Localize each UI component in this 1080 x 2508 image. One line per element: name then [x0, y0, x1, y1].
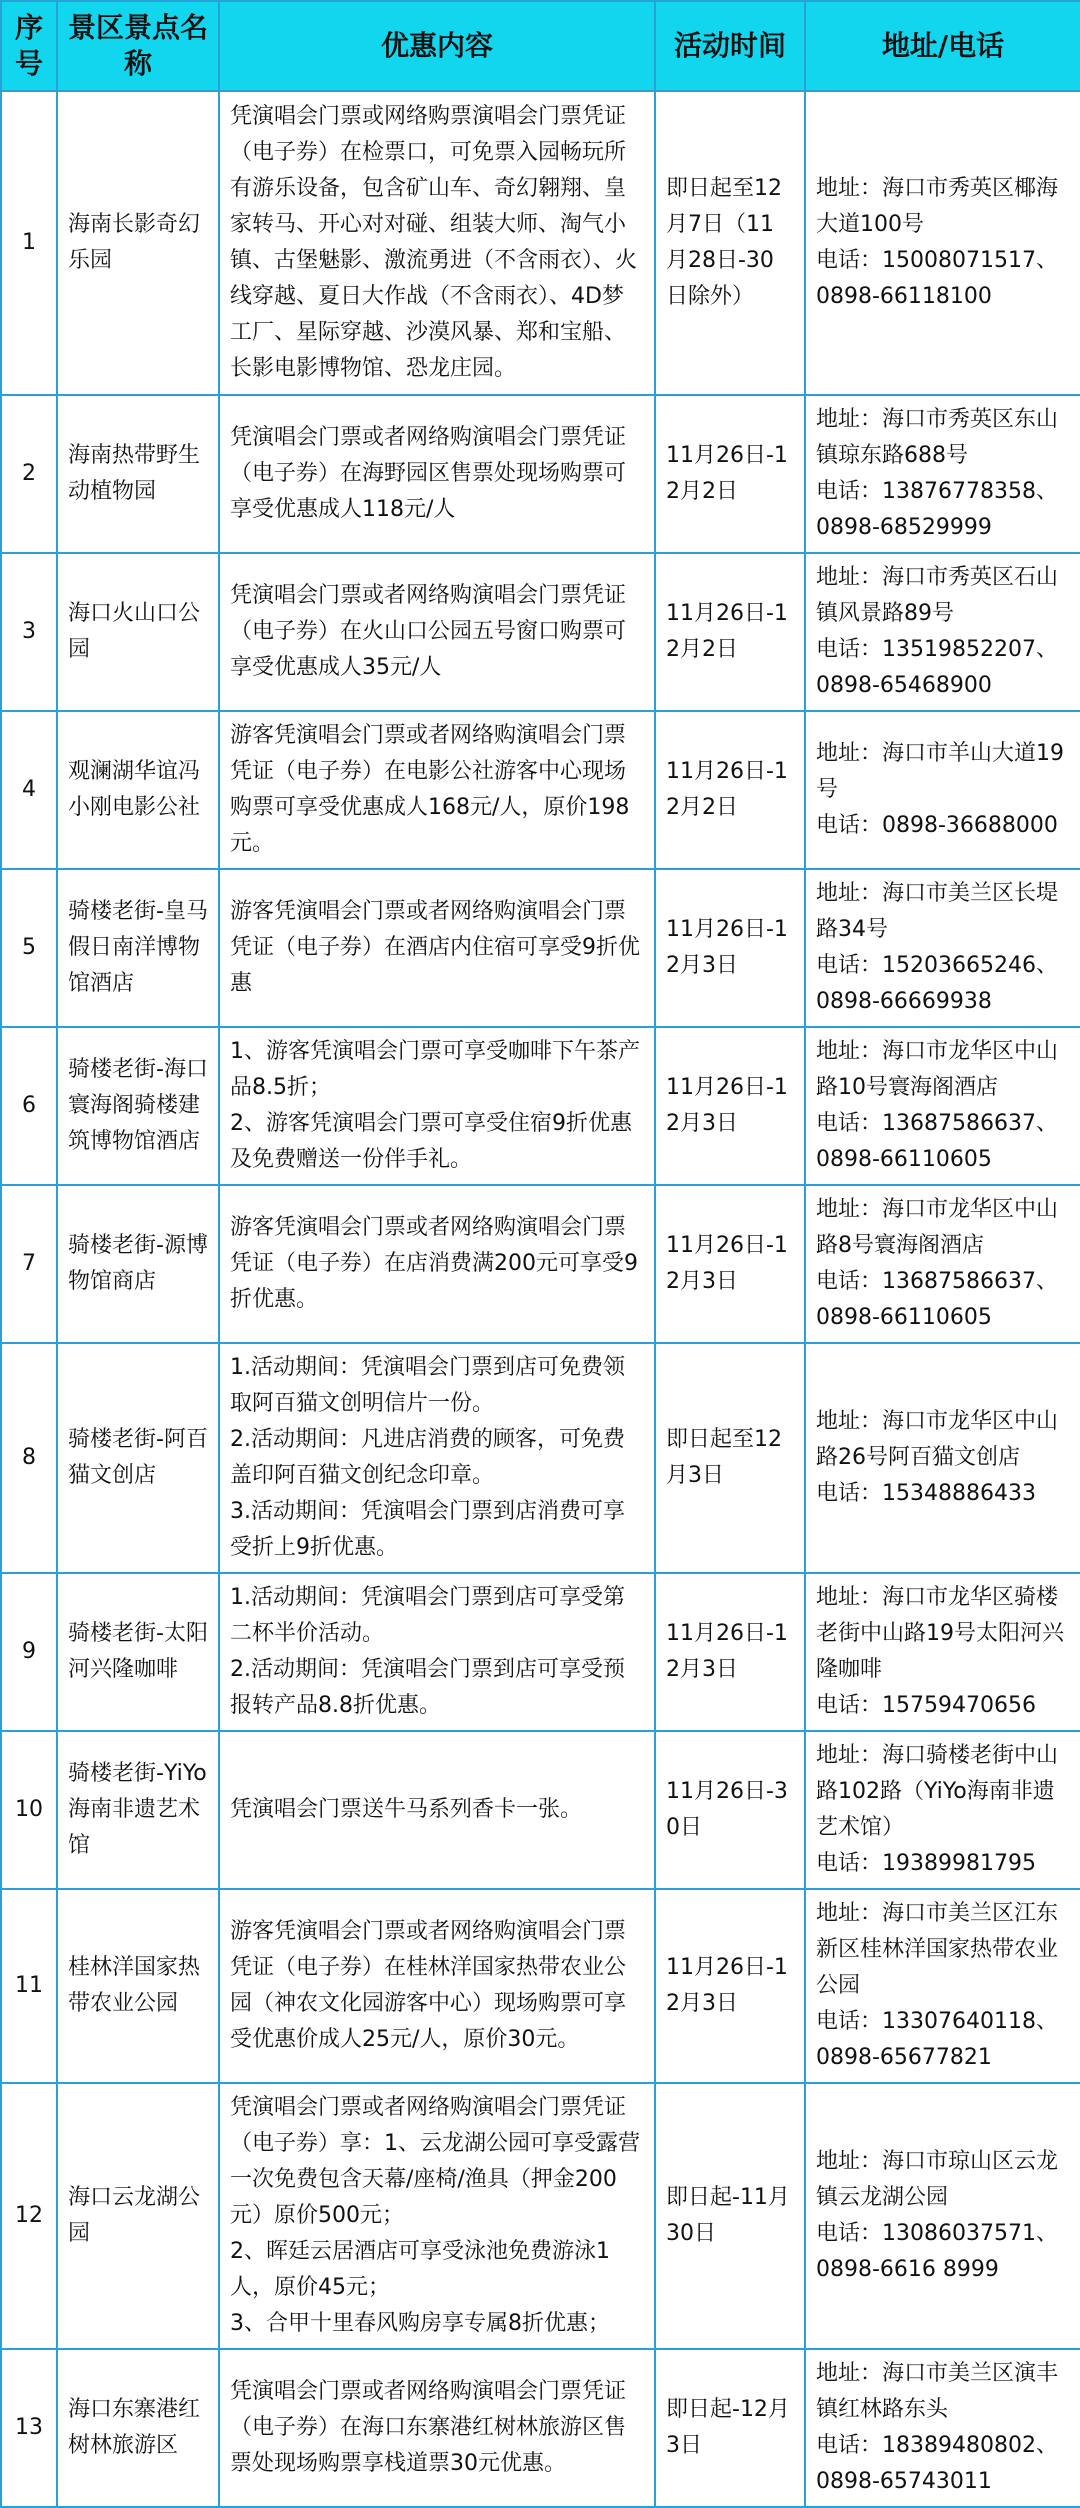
phone-text: 电话：13876778358、0898-68529999: [816, 479, 1058, 540]
row-number: 8: [1, 1343, 57, 1573]
row-number: 6: [1, 1027, 57, 1185]
row-number: 5: [1, 869, 57, 1027]
phone-text: 电话：19389981795: [816, 1851, 1036, 1876]
offer-content: 游客凭演唱会门票或者网络购演唱会门票凭证（电子券）在店消费满200元可享受9折优惠。: [219, 1185, 655, 1343]
scenic-spot-name: 骑楼老街-YiYo海南非遗艺术馆: [57, 1731, 219, 1889]
table-row: [1, 91, 1080, 395]
phone-text: 电话：13687586637、0898-66110605: [816, 1111, 1058, 1172]
row-number: 9: [1, 1573, 57, 1731]
phone-text: 电话：13307640118、0898-65677821: [816, 2009, 1058, 2070]
offer-content: 游客凭演唱会门票或者网络购演唱会门票凭证（电子券）在桂林洋国家热带农业公园（神农文化园游客中心）现场购票可享受优惠价成人25元/人，原价30元。: [219, 1889, 655, 2083]
address-phone-cell: [805, 395, 1080, 553]
scenic-spot-name: 骑楼老街-源博物馆商店: [57, 1185, 219, 1343]
address-text: 地址：海口市龙华区中山路8号寰海阁酒店: [816, 1197, 1059, 1258]
scenic-spot-name: 骑楼老街-太阳河兴隆咖啡: [57, 1573, 219, 1731]
address-phone-cell: [805, 553, 1080, 711]
table-row: [1, 1731, 1080, 1889]
address-phone-cell: [805, 1343, 1080, 1573]
phone-text: 电话：13519852207、0898-65468900: [816, 637, 1058, 698]
address-phone-cell: [805, 2349, 1080, 2507]
address-text: 地址：海口市秀英区椰海大道100号: [816, 176, 1059, 237]
activity-time: 11月26日-12月2日: [655, 395, 805, 553]
offer-content: 1、游客凭演唱会门票可享受咖啡下午茶产品8.5折； 2、游客凭演唱会门票可享受住宿9折优惠及免费赠送一份伴手礼。: [219, 1027, 655, 1185]
scenic-spot-name: 骑楼老街-海口寰海阁骑楼建筑博物馆酒店: [57, 1027, 219, 1185]
address-phone-cell: [805, 1185, 1080, 1343]
phone-text: 电话：15759470656: [816, 1693, 1036, 1718]
scenic-spot-name: 海南长影奇幻乐园: [57, 91, 219, 395]
header-row: [1, 1, 1080, 91]
phone-text: 电话：0898-36688000: [816, 813, 1058, 838]
scenic-spot-name: 海口东寨港红树林旅游区: [57, 2349, 219, 2507]
table-row: [1, 2349, 1080, 2507]
table-row: [1, 2083, 1080, 2349]
address-text: 地址：海口市秀英区东山镇琼东路688号: [816, 407, 1059, 468]
address-phone-cell: [805, 91, 1080, 395]
address-phone-cell: [805, 1889, 1080, 2083]
activity-time: 11月26日-12月3日: [655, 1185, 805, 1343]
address-text: 地址：海口市龙华区中山路10号寰海阁酒店: [816, 1039, 1059, 1100]
offer-content: 凭演唱会门票送牛马系列香卡一张。: [219, 1731, 655, 1889]
scenic-spot-name: 海南热带野生动植物园: [57, 395, 219, 553]
table-row: [1, 1027, 1080, 1185]
scenic-spot-name: 海口云龙湖公园: [57, 2083, 219, 2349]
row-number: 4: [1, 711, 57, 869]
table-row: [1, 1343, 1080, 1573]
row-number: 7: [1, 1185, 57, 1343]
offer-content: 1.活动期间：凭演唱会门票到店可免费领取阿百猫文创明信片一份。 2.活动期间：凡进店消费的顾客，可免费盖印阿百猫文创纪念印章。 3.活动期间：凭演唱会门票到店消费可享受折上9折优惠。: [219, 1343, 655, 1573]
activity-time: 11月26日-30日: [655, 1731, 805, 1889]
table-row: [1, 1185, 1080, 1343]
table-row: [1, 869, 1080, 1027]
row-number: 11: [1, 1889, 57, 2083]
scenic-spot-name: 观澜湖华谊冯小刚电影公社: [57, 711, 219, 869]
row-number: 1: [1, 91, 57, 395]
header-no: 序号: [1, 1, 57, 91]
scenic-spot-name: 骑楼老街-阿百猫文创店: [57, 1343, 219, 1573]
address-text: 地址：海口市龙华区中山路26号阿百猫文创店: [816, 1409, 1059, 1470]
row-number: 2: [1, 395, 57, 553]
table-row: [1, 711, 1080, 869]
address-text: 地址：海口市琼山区云龙镇云龙湖公园: [816, 2149, 1059, 2210]
activity-time: 11月26日-12月3日: [655, 869, 805, 1027]
address-text: 地址：海口市龙华区骑楼老街中山路19号太阳河兴隆咖啡: [816, 1585, 1064, 1682]
row-number: 12: [1, 2083, 57, 2349]
address-text: 地址：海口骑楼老街中山路102路（YiYo海南非遗艺术馆）: [816, 1743, 1059, 1840]
address-phone-cell: [805, 1731, 1080, 1889]
activity-time: 即日起至12月3日: [655, 1343, 805, 1573]
address-text: 地址：海口市美兰区江东新区桂林洋国家热带农业公园: [816, 1901, 1059, 1998]
offer-content: 凭演唱会门票或者网络购演唱会门票凭证（电子券）在海口东寨港红树林旅游区售票处现场购票享栈道票30元优惠。: [219, 2349, 655, 2507]
table-row: [1, 553, 1080, 711]
phone-text: 电话：15203665246、0898-66669938: [816, 953, 1058, 1014]
address-text: 地址：海口市美兰区长堤路34号: [816, 881, 1059, 942]
activity-time: 即日起至12月7日（11月28日-30日除外）: [655, 91, 805, 395]
header-address: 地址/电话: [805, 1, 1080, 91]
header-name: 景区景点名称: [57, 1, 219, 91]
activity-time: 11月26日-12月3日: [655, 1889, 805, 2083]
table-row: [1, 1573, 1080, 1731]
header-offer: 优惠内容: [219, 1, 655, 91]
address-phone-cell: [805, 711, 1080, 869]
phone-text: 电话：13086037571、0898-6616 8999: [816, 2221, 1058, 2282]
activity-time: 即日起-11月30日: [655, 2083, 805, 2349]
activity-time: 11月26日-12月3日: [655, 1027, 805, 1185]
table-row: [1, 395, 1080, 553]
address-phone-cell: [805, 1573, 1080, 1731]
table-body: [1, 91, 1080, 2507]
address-text: 地址：海口市秀英区石山镇风景路89号: [816, 565, 1059, 626]
activity-time: 11月26日-12月3日: [655, 1573, 805, 1731]
row-number: 3: [1, 553, 57, 711]
activity-time: 即日起-12月3日: [655, 2349, 805, 2507]
phone-text: 电话：15348886433: [816, 1481, 1036, 1506]
address-text: 地址：海口市美兰区演丰镇红林路东头: [816, 2361, 1059, 2422]
address-phone-cell: [805, 2083, 1080, 2349]
offer-content: 游客凭演唱会门票或者网络购演唱会门票凭证（电子券）在电影公社游客中心现场购票可享受优惠成人168元/人，原价198元。: [219, 711, 655, 869]
scenic-spot-name: 海口火山口公园: [57, 553, 219, 711]
phone-text: 电话：15008071517、0898-66118100: [816, 248, 1058, 309]
address-phone-cell: [805, 869, 1080, 1027]
offer-content: 凭演唱会门票或者网络购演唱会门票凭证（电子券）在海野园区售票处现场购票可享受优惠成人118元/人: [219, 395, 655, 553]
offer-content: 1.活动期间：凭演唱会门票到店可享受第二杯半价活动。 2.活动期间：凭演唱会门票到店可享受预报转产品8.8折优惠。: [219, 1573, 655, 1731]
table-row: [1, 1889, 1080, 2083]
offer-content: 凭演唱会门票或网络购票演唱会门票凭证（电子券）在检票口，可免票入园畅玩所有游乐设备，包含矿山车、奇幻翱翔、皇家转马、开心对对碰、组装大师、淘气小镇、古堡魅影、激流勇进（不含雨衣）、火线穿越、夏日大作战（不含雨衣）、4D梦工厂、星际穿越、沙漠风暴、郑和宝船、长影电影博物馆、恐龙庄园。: [219, 91, 655, 395]
phone-text: 电话：13687586637、0898-66110605: [816, 1269, 1058, 1330]
offer-content: 游客凭演唱会门票或者网络购演唱会门票凭证（电子券）在酒店内住宿可享受9折优惠: [219, 869, 655, 1027]
activity-time: 11月26日-12月2日: [655, 553, 805, 711]
table-header: [1, 1, 1080, 91]
header-time: 活动时间: [655, 1, 805, 91]
offer-content: 凭演唱会门票或者网络购演唱会门票凭证（电子券）在火山口公园五号窗口购票可享受优惠成人35元/人: [219, 553, 655, 711]
address-text: 地址：海口市羊山大道19号: [816, 741, 1064, 802]
address-phone-cell: [805, 1027, 1080, 1185]
scenic-spot-name: 骑楼老街-皇马假日南洋博物馆酒店: [57, 869, 219, 1027]
activity-time: 11月26日-12月2日: [655, 711, 805, 869]
phone-text: 电话：18389480802、0898-65743011: [816, 2433, 1058, 2494]
scenic-spot-name: 桂林洋国家热带农业公园: [57, 1889, 219, 2083]
row-number: 13: [1, 2349, 57, 2507]
offer-content: 凭演唱会门票或者网络购演唱会门票凭证（电子券）享：1、云龙湖公园可享受露营一次免费包含天幕/座椅/渔具（押金200元）原价500元； 2、晖廷云居酒店可享受泳池免费游泳1人，原价45元； 3、合甲十里春风购房享专属8折优惠；: [219, 2083, 655, 2349]
row-number: 10: [1, 1731, 57, 1889]
